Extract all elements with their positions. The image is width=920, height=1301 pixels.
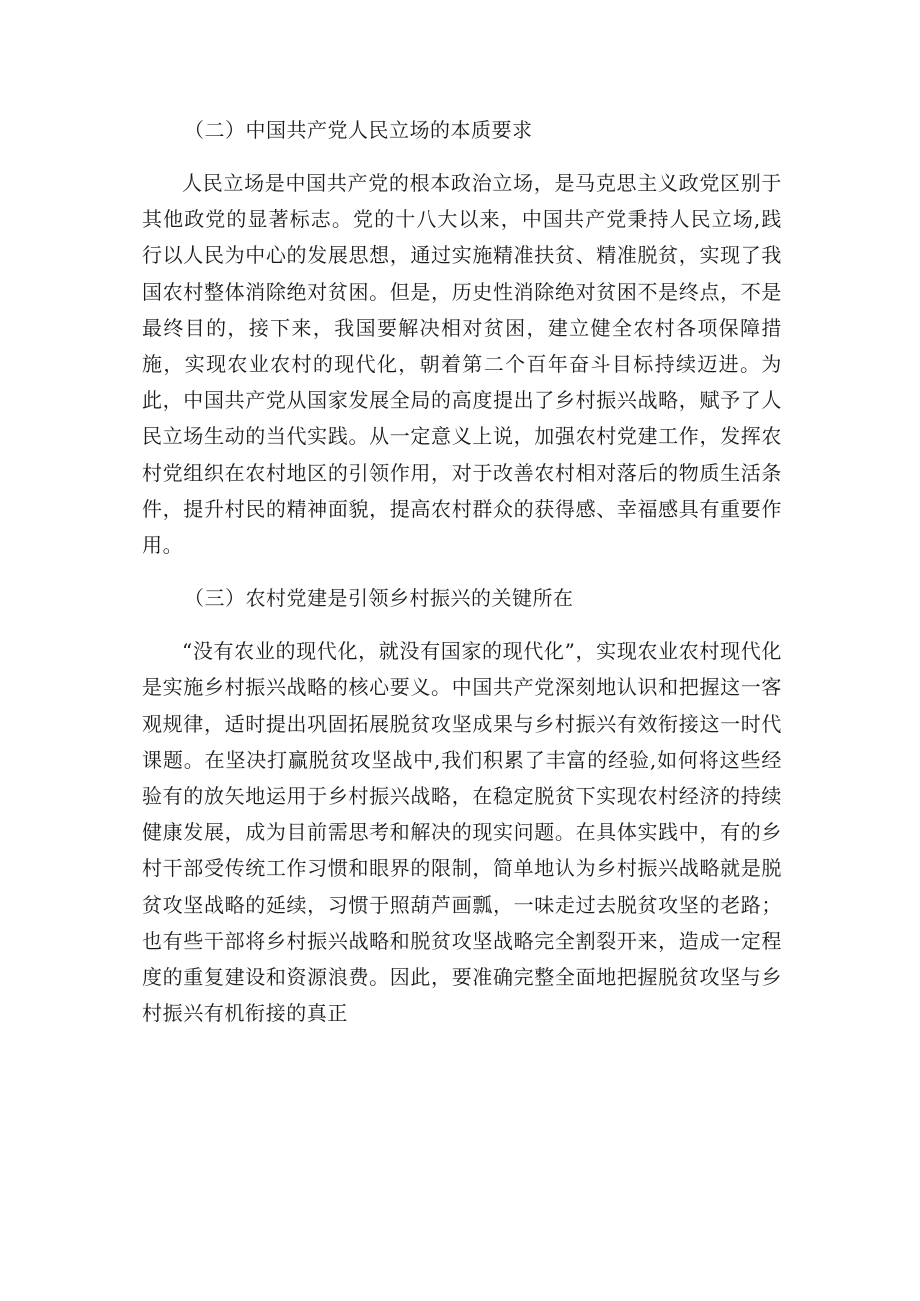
section-heading-3: （三）农村党建是引领乡村振兴的关键所在 [184,586,574,611]
section-heading-2: （二）中国共产党人民立场的本质要求 [184,118,533,142]
section-paragraph-2: 人民立场是中国共产党的根本政治立场，是马克思主义政党区别于其他政党的显著标志。党的十八大以来，中国共产党秉持人民立场,践行以人民为中心的发展思想，通过实施精准扶贫、精准脱贫，实现了我国农村整体消除绝对贫困。但是，历史性消除绝对贫困不是终点，不是最终目的，接下来，我国要解决相对贫困，建立健全农村各项保障措施，实现农业农村的现代化，朝着第二个百年奋斗目标持续迈进。为此，中国共产党从国家发展全局的高度提出了乡村振兴战略，赋予了人民立场生动的当代实践。从一定意义上说，加强农村党建工作，发挥农村党组织在农村地区的引领作用，对于改善农村相对落后的物质生活条件，提升村民的精神面貌，提高农村群众的获得感、幸福感具有重要作用。 [142,171,782,558]
document-page [142,112,782,1048]
section-paragraph-3: “没有农业的现代化，就没有国家的现代化”，实现农业农村现代化是实施乡村振兴战略的核心要义。中国共产党深刻地认识和把握这一客观规律，适时提出巩固拓展脱贫攻坚成果与乡村振兴有效衔接这一时代课题。在坚决打赢脱贫攻坚战中,我们积累了丰富的经验,如何将这些经验有的放矢地运用于乡村振兴战略，在稳定脱贫下实现农村经济的持续健康发展，成为目前需思考和解决的现实问题。在具体实践中，有的乡村干部受传统工作习惯和眼界的限制，简单地认为乡村振兴战略就是脱贫攻坚战略的延续，习惯于照葫芦画瓢，一味走过去脱贫攻坚的老路；也有些干部将乡村振兴战略和脱贫攻坚战略完全割裂开来，造成一定程度的重复建设和资源浪费。因此，要准确完整全面地把握脱贫攻坚与乡村振兴有机衔接的真正 [142,639,782,1026]
